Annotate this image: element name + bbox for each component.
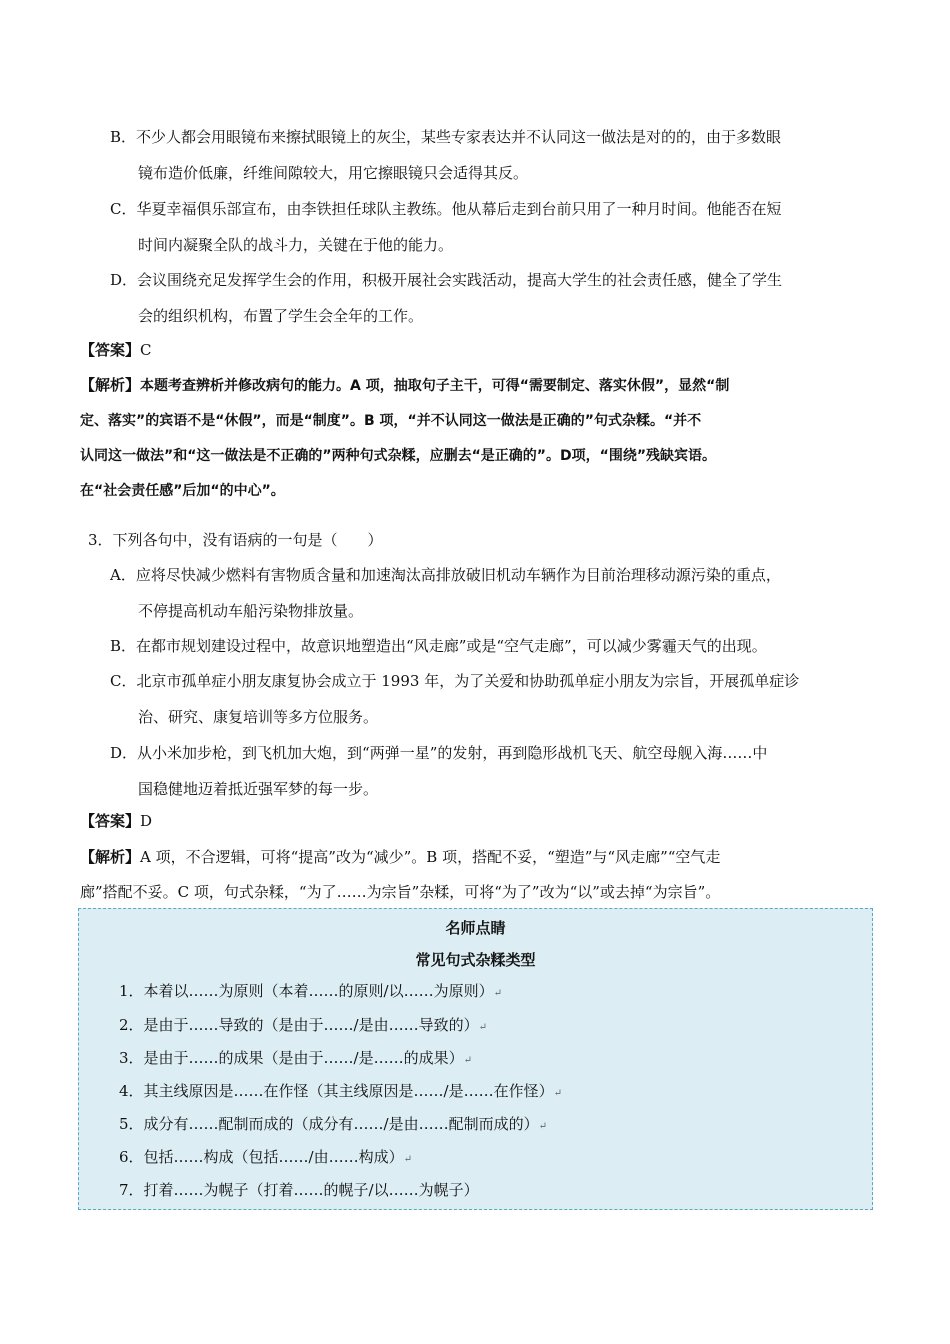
tip-item-text: 6．包括……构成（包括……/由……构成） — [119, 1148, 404, 1166]
tip-item-text: 3．是由于……的成果（是由于……/是……的成果） — [119, 1049, 464, 1067]
answer-value: C — [140, 341, 152, 359]
answer-label: 【答案】 — [80, 341, 141, 359]
tip-item — [119, 1048, 472, 1071]
q3-option-c-line2: 治、研究、康复培训等多方位服务。 — [138, 708, 379, 726]
q3-option-a-line1: A．应将尽快减少燃料有害物质含量和加速淘汰高排放破旧机动车辆作为目前治理移动源污染的重点， — [110, 566, 781, 584]
answer-label: 【答案】 — [80, 812, 141, 830]
q3-stem: 3．下列各句中，没有语病的一句是（ ） — [88, 531, 383, 549]
q2-option-c-line2: 时间内凝聚全队的战斗力，关键在于他的能力。 — [138, 236, 454, 254]
tip-item — [119, 981, 502, 1004]
q3-option-b-line1: B．在都市规划建设过程中，故意识地塑造出“风走廊”或是“空气走廊”，可以减少雾霾天气的出现。 — [110, 637, 767, 655]
tip-subtitle: 常见句式杂糅类型 — [415, 951, 536, 969]
tip-item — [119, 1081, 562, 1104]
tip-title: 名师点睛 — [445, 919, 506, 937]
tip-item-text: 1．本着以……为原则（本着……的原则/以……为原则） — [119, 982, 494, 1000]
return-mark-icon: ↵ — [553, 1088, 562, 1099]
return-mark-icon: ↵ — [463, 1055, 472, 1066]
tip-item-text: 5．成分有……配制而成的（成分有……/是由……配制而成的） — [119, 1115, 539, 1133]
tip-item: 7．打着……为幌子（打着……的幌子/以……为幌子） — [119, 1181, 479, 1199]
return-mark-icon: ↵ — [478, 1022, 487, 1033]
tip-item — [119, 1015, 487, 1038]
tip-item — [119, 1147, 412, 1170]
q2-option-b-line1: B．不少人都会用眼镜布来擦拭眼镜上的灰尘，某些专家表达并不认同这一做法是对的的，由于多数眼 — [110, 128, 782, 146]
q2-option-d-line2: 会的组织机构，布置了学生会全年的工作。 — [138, 307, 424, 325]
q3-answer — [80, 811, 152, 831]
tip-item-text: 2．是由于……导致的（是由于……/是由……导致的） — [119, 1016, 479, 1034]
q2-analysis-line2: 定、落实”的宾语不是“休假”，而是“制度”。B 项，“并不认同这一做法是正确的”句式杂糅。“并不 — [80, 413, 702, 429]
return-mark-icon: ↵ — [493, 988, 502, 999]
q3-option-d-line2: 国稳健地迈着抵近强军梦的每一步。 — [138, 780, 379, 798]
analysis-label: 【解析】 — [80, 848, 141, 866]
q3-analysis-line2: 廊”搭配不妥。C 项，句式杂糅，“为了……为宗旨”杂糅，可将“为了”改为“以”或去掉“为宗旨”。 — [80, 883, 721, 901]
q2-option-c-line1: C．华夏幸福俱乐部宣布，由李铁担任球队主教练。他从幕后走到台前只用了一种月时间。他能否在短 — [110, 200, 782, 218]
q2-answer — [80, 340, 152, 360]
analysis-text: A 项，不合逻辑，可将“提高”改为“减少”。B 项，搭配不妥，“塑造”与“风走廊”“空气走 — [140, 848, 721, 866]
q2-option-b-line2: 镜布造价低廉，纤维间隙较大，用它擦眼镜只会适得其反。 — [138, 164, 529, 182]
return-mark-icon: ↵ — [538, 1121, 547, 1132]
teacher-tip-box — [78, 908, 873, 1210]
q2-analysis-line1 — [80, 375, 729, 396]
tip-item-text: 4．其主线原因是……在作怪（其主线原因是……/是……在作怪） — [119, 1082, 554, 1100]
tip-item — [119, 1114, 547, 1137]
q3-option-c-line1: C．北京市孤单症小朋友康复协会成立于 1993 年，为了关爱和协助孤单症小朋友为宗旨，开展孤单症诊 — [110, 672, 800, 690]
q2-analysis-line3: 认同这一做法”和“这一做法是不正确的”两种句式杂糅，应删去“是正确的”。D项，“围绕”残缺宾语。 — [80, 448, 717, 464]
analysis-text: 本题考查辨析并修改病句的能力。A 项，抽取句子主干，可得“需要制定、落实休假”，显然“制 — [140, 378, 730, 394]
q3-analysis-line1 — [80, 847, 720, 867]
return-mark-icon: ↵ — [403, 1154, 412, 1165]
analysis-label: 【解析】 — [80, 376, 141, 394]
q2-option-d-line1: D．会议围绕充足发挥学生会的作用，积极开展社会实践活动，提高大学生的社会责任感，健全了学生 — [110, 271, 783, 289]
q3-option-a-line2: 不停提高机动车船污染物排放量。 — [138, 602, 364, 620]
q3-option-d-line1: D．从小米加步枪，到飞机加大炮，到“两弹一星”的发射，再到隐形战机飞天、航空母舰入海……中 — [110, 744, 768, 762]
answer-value: D — [140, 812, 153, 830]
q2-analysis-line4: 在“社会责任感”后加“的中心”。 — [80, 483, 285, 499]
